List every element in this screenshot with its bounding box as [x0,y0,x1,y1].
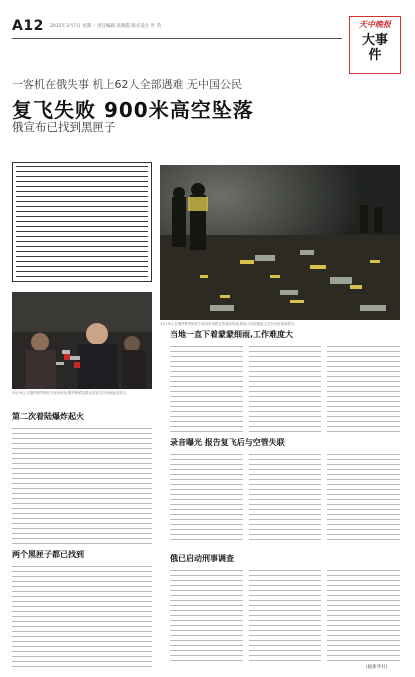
brand-logo: 天中晚报 [359,20,391,29]
press-image [12,292,152,389]
press-photo [12,292,152,389]
body-text-black-boxes [12,566,152,668]
date-line: 2015年3月7日 星期一 责任编辑 张晓霞 版式设计 叶 英 [50,24,162,29]
headline-sub: 俄宣布已找到黑匣子 [12,120,116,134]
header-rule [12,38,342,39]
summary-box [12,162,152,282]
section-heading-weather: 当地一直下着蒙蒙细雨,工作难度大 [170,330,294,339]
press-photo-caption: 3月19日,在俄罗斯罗斯托夫顿河机场,俄罗斯紧急情况部官员在现场接受采访。 [12,391,130,395]
section-heading-explosion: 第二次着陆爆炸起火 [12,412,84,421]
body-text-weather [170,346,400,432]
section-heading-black-boxes: 两个黑匣子都已找到 [12,550,84,559]
section-heading-recording: 录音曝光 报告复飞后与空管失联 [170,438,285,447]
body-text-investigation [170,570,400,662]
body-text-explosion [12,428,152,544]
section-heading-investigation: 俄已启动刑事调查 [170,554,234,563]
summary-text [16,166,148,278]
page-number: A12 [12,18,44,34]
body-text-recording [170,454,400,542]
crash-photo-caption: 3月19日,在俄罗斯罗斯托夫顿河机场附近的事故现场,救援人员和搜索人员在坠机现场搜寻。 [160,322,298,326]
section-logo [349,16,401,74]
crash-site-photo [160,165,400,320]
headline-kicker: 一客机在俄失事 机上62人全部遇难 无中国公民 [12,78,242,91]
crash-site-image [160,165,400,320]
article-credit: (据新华社) [366,665,388,670]
section-label: 大事件 [361,33,388,63]
headline-main: 复飞失败 900米高空坠落 [12,98,254,122]
